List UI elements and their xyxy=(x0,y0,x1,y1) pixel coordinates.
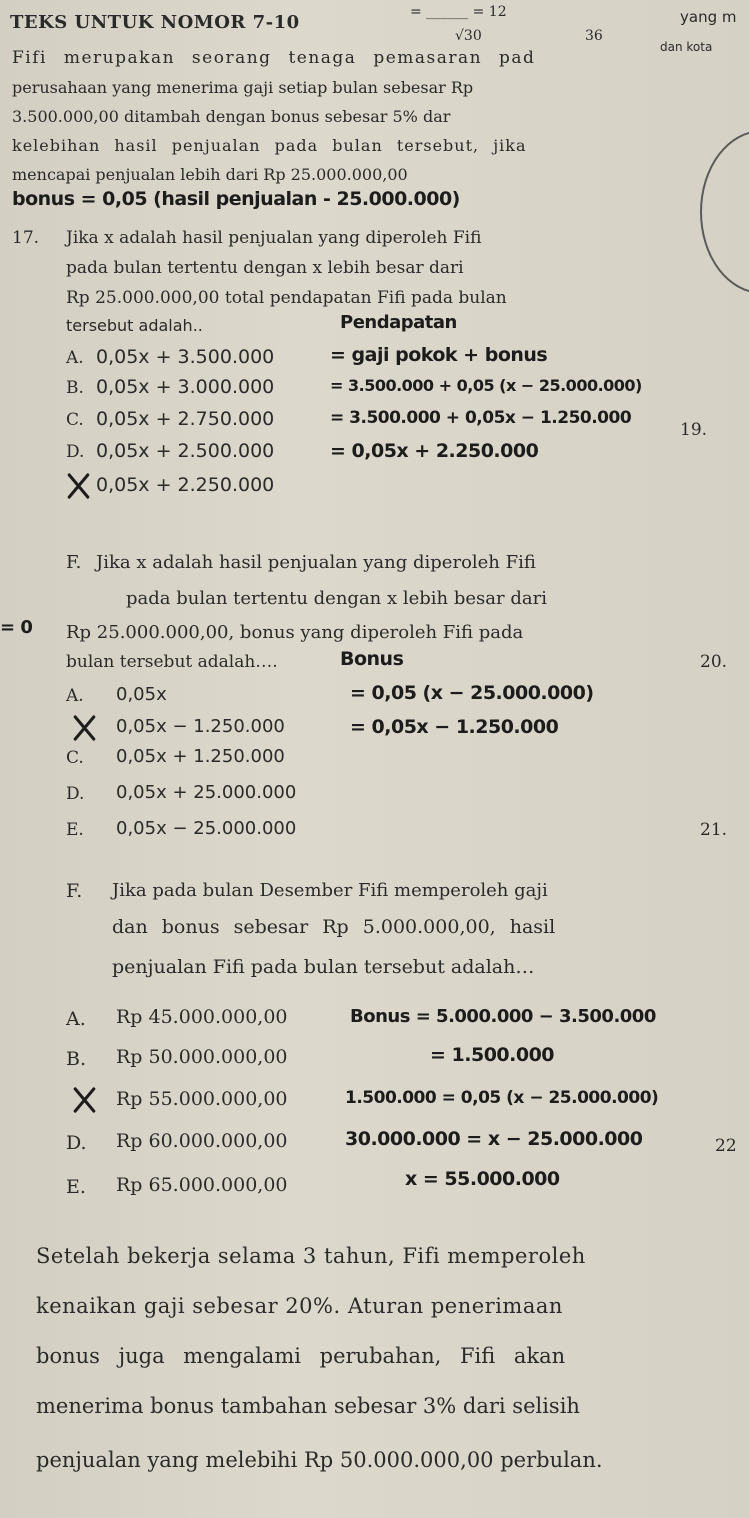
q17-option-e: 0,05x + 2.250.000 xyxy=(96,474,275,496)
q17-option-b-note: = 3.500.000 + 0,05 (x − 25.000.000) xyxy=(330,376,642,395)
q17-option-d: 0,05x + 2.500.000 xyxy=(96,440,275,462)
intro-line-3: 3.500.000,00 ditambah dengan bonus sebesar 5% dar xyxy=(12,107,451,126)
section-title: TEKS UNTUK NOMOR 7-10 xyxy=(10,12,300,33)
fraction-bottom-right: 36 xyxy=(585,28,603,44)
margin-curve xyxy=(700,130,749,294)
q17-number: 17. xyxy=(12,228,40,248)
closing-line-1: Setelah bekerja selama 3 tahun, Fifi memperoleh xyxy=(36,1244,586,1268)
side-number-20: 20. xyxy=(700,652,728,672)
fraction-bottom-left: √30 xyxy=(455,28,482,44)
q18-line-3: Rp 25.000.000,00, bonus yang diperoleh Fifi pada xyxy=(66,622,524,643)
side-number-21: 21. xyxy=(700,820,728,840)
q18-option-e: 0,05x − 25.000.000 xyxy=(116,818,297,839)
q17-line-2: pada bulan tertentu dengan x lebih besar dari xyxy=(66,258,464,278)
q18-option-a-note: = 0,05 (x − 25.000.000) xyxy=(350,682,594,704)
q19-option-a-letter: A. xyxy=(66,1008,86,1030)
answer-cross-mark xyxy=(70,714,98,742)
q19-option-d: Rp 60.000.000,00 xyxy=(116,1130,288,1152)
intro-line-4: kelebihan hasil penjualan pada bulan tersebut, jika xyxy=(12,136,527,155)
q17-option-c-note: = 3.500.000 + 0,05x − 1.250.000 xyxy=(330,408,632,428)
closing-line-4: menerima bonus tambahan sebesar 3% dari selisih xyxy=(36,1394,580,1418)
intro-line-2: perusahaan yang menerima gaji setiap bulan sebesar Rp xyxy=(12,78,474,97)
q17-option-d-note: = 0,05x + 2.250.000 xyxy=(330,440,539,462)
q19-option-d-letter: D. xyxy=(66,1132,87,1154)
q19-option-a: Rp 45.000.000,00 xyxy=(116,1006,288,1028)
answer-cross-mark xyxy=(64,472,92,500)
q18-option-c-letter: C. xyxy=(66,748,84,768)
q18-line-2: pada bulan tertentu dengan x lebih besar dari xyxy=(126,588,547,609)
q18-number: F. xyxy=(66,552,82,573)
q17-option-a: 0,05x + 3.500.000 xyxy=(96,346,275,368)
q17-line-4: tersebut adalah.. xyxy=(66,316,203,335)
q19-option-c-note: 1.500.000 = 0,05 (x − 25.000.000) xyxy=(345,1088,659,1108)
q18-option-d-letter: D. xyxy=(66,784,85,804)
q18-option-b-note: = 0,05x − 1.250.000 xyxy=(350,716,559,738)
q19-line-1: Jika pada bulan Desember Fifi memperoleh gaji xyxy=(112,880,548,901)
q19-option-e: Rp 65.000.000,00 xyxy=(116,1174,288,1196)
q17-option-c: 0,05x + 2.750.000 xyxy=(96,408,275,430)
q17-line-3: Rp 25.000.000,00 total pendapatan Fifi pada bulan xyxy=(66,288,507,308)
q17-line-1: Jika x adalah hasil penjualan yang diperoleh Fifi xyxy=(66,228,482,248)
closing-line-2: kenaikan gaji sebesar 20%. Aturan penerimaan xyxy=(36,1294,563,1318)
q17-option-b-letter: B. xyxy=(66,378,84,398)
q19-line-3: penjualan Fifi pada bulan tersebut adalah… xyxy=(112,956,535,978)
q17-note-head: Pendapatan xyxy=(340,312,457,333)
right-margin-subtext: dan kota xyxy=(660,40,713,54)
intro-line-5: mencapai penjualan lebih dari Rp 25.000.000,00 xyxy=(12,165,408,184)
q17-option-a-letter: A. xyxy=(66,348,84,368)
q18-option-c: 0,05x + 1.250.000 xyxy=(116,746,285,767)
q19-option-d-note: 30.000.000 = x − 25.000.000 xyxy=(345,1128,643,1150)
side-number-22: 22 xyxy=(715,1136,737,1156)
q18-option-d: 0,05x + 25.000.000 xyxy=(116,782,297,803)
fraction-top: = ______ = 12 xyxy=(410,4,507,20)
q17-option-a-note: = gaji pokok + bonus xyxy=(330,344,548,366)
q18-option-a: 0,05x xyxy=(116,684,167,705)
intro-line-1: Fifi merupakan seorang tenaga pemasaran pad xyxy=(12,48,536,68)
q18-option-b: 0,05x − 1.250.000 xyxy=(116,716,285,737)
q18-option-e-letter: E. xyxy=(66,820,84,840)
intro-handwriting: bonus = 0,05 (hasil penjualan - 25.000.000) xyxy=(12,188,460,210)
closing-line-5: penjualan yang melebihi Rp 50.000.000,00 perbulan. xyxy=(36,1448,603,1472)
q18-left-mark: = 0 xyxy=(0,617,33,638)
q19-option-a-note: Bonus = 5.000.000 − 3.500.000 xyxy=(350,1006,656,1027)
q19-option-b-note: = 1.500.000 xyxy=(430,1044,555,1066)
q19-option-b-letter: B. xyxy=(66,1048,87,1070)
q18-note-head: Bonus xyxy=(340,648,404,670)
q17-option-b: 0,05x + 3.000.000 xyxy=(96,376,275,398)
q18-line-1: Jika x adalah hasil penjualan yang diperoleh Fifi xyxy=(96,552,536,573)
q19-option-e-letter: E. xyxy=(66,1176,86,1198)
answer-cross-mark xyxy=(70,1086,98,1114)
q17-option-c-letter: C. xyxy=(66,410,84,430)
q18-line-4: bulan tersebut adalah…. xyxy=(66,652,278,672)
q19-option-b: Rp 50.000.000,00 xyxy=(116,1046,288,1068)
q19-number: F. xyxy=(66,880,83,902)
q19-line-2: dan bonus sebesar Rp 5.000.000,00, hasil xyxy=(112,916,556,938)
q18-option-a-letter: A. xyxy=(66,686,84,706)
q19-option-c: Rp 55.000.000,00 xyxy=(116,1088,288,1110)
right-margin-text: yang m xyxy=(680,8,737,26)
closing-line-3: bonus juga mengalami perubahan, Fifi akan xyxy=(36,1344,566,1368)
side-number-19: 19. xyxy=(680,420,708,440)
q19-option-e-note: x = 55.000.000 xyxy=(405,1168,560,1190)
q17-option-d-letter: D. xyxy=(66,442,85,462)
